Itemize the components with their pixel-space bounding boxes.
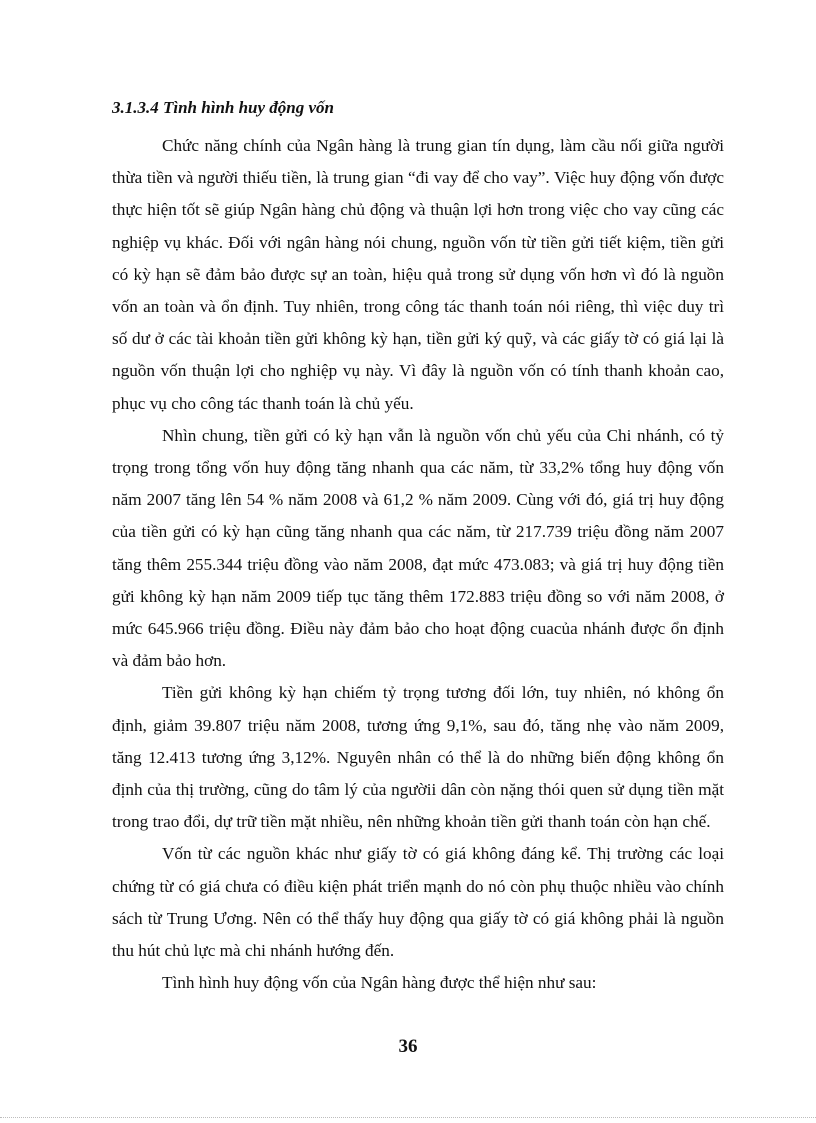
- paragraph-2: Nhìn chung, tiền gửi có kỳ hạn vẫn là nguồn vốn chủ yếu của Chi nhánh, có tỷ trọng trong tổng vốn huy động tăng nhanh qua các năm, từ 33,2% tổng huy động vốn năm 2007 tăng lên 54 % năm 2008 và 61,2 % năm 2009. Cùng với đó, giá trị huy động của tiền gửi có kỳ hạn cũng tăng nhanh qua các năm, từ 217.739 triệu đồng năm 2007 tăng thêm 255.344 triệu đồng vào năm 2008, đạt mức 473.083; và giá trị huy động tiền gửi không kỳ hạn năm 2009 tiếp tục tăng thêm 172.883 triệu đồng so với năm 2008, ở mức 645.966 triệu đồng. Điều này đảm bảo cho hoạt động cuacủa nhánh được ổn định và đảm bảo hơn.: [112, 425, 724, 671]
- page-number: 36: [398, 1036, 418, 1057]
- section-heading: 3.1.3.4 Tình hình huy động vốn: [112, 98, 335, 117]
- paragraph-5: Tình hình huy động vốn của Ngân hàng được thể hiện như sau:: [162, 973, 597, 993]
- body-text: [112, 130, 724, 999]
- page-bottom-divider: [0, 1117, 816, 1118]
- paragraph-3: Tiền gửi không kỳ hạn chiếm tỷ trọng tương đối lớn, tuy nhiên, nó không ổn định, giảm 39.807 triệu năm 2008, tương ứng 9,1%, sau đó, tăng nhẹ vào năm 2009, tăng 12.413 tương ứng 3,12%. Nguyên nhân có thể là do những biến động không ổn định của thị trường, cũng do tâm lý của ngườii dân còn nặng thói quen sử dụng tiền mặt trong trao đổi, dự trữ tiền mặt nhiều, nên những khoản tiền gửi thanh toán còn hạn chế.: [112, 683, 724, 832]
- paragraph-4: Vốn từ các nguồn khác như giấy tờ có giá không đáng kể. Thị trường các loại chứng từ có giá chưa có điều kiện phát triển mạnh do nó còn phụ thuộc nhiều vào chính sách từ Trung Ương. Nên có thể thấy huy động qua giấy tờ có giá không phải là nguồn thu hút chủ lực mà chi nhánh hướng đến.: [112, 844, 724, 961]
- paragraph-1: Chức năng chính của Ngân hàng là trung gian tín dụng, làm cầu nối giữa người thừa tiền và người thiếu tiền, là trung gian “đi vay để cho vay”. Việc huy động vốn được thực hiện tốt sẽ giúp Ngân hàng chủ động và thuận lợi hơn trong việc cho vay cũng các nghiệp vụ khác. Đối với ngân hàng nói chung, nguồn vốn từ tiền gửi tiết kiệm, tiền gửi có kỳ hạn sẽ đảm bảo được sự an toàn, hiệu quả trong sử dụng vốn hơn vì đó là nguồn vốn an toàn và ổn định. Tuy nhiên, trong công tác thanh toán nói riêng, thì việc duy trì số dư ở các tài khoản tiền gửi không kỳ hạn, tiền gửi ký quỹ, và các giấy tờ có giá lại là nguồn vốn thuận lợi cho nghiệp vụ này. Vì đây là nguồn vốn có tính thanh khoản cao, phục vụ cho công tác thanh toán là chủ yếu.: [112, 136, 724, 413]
